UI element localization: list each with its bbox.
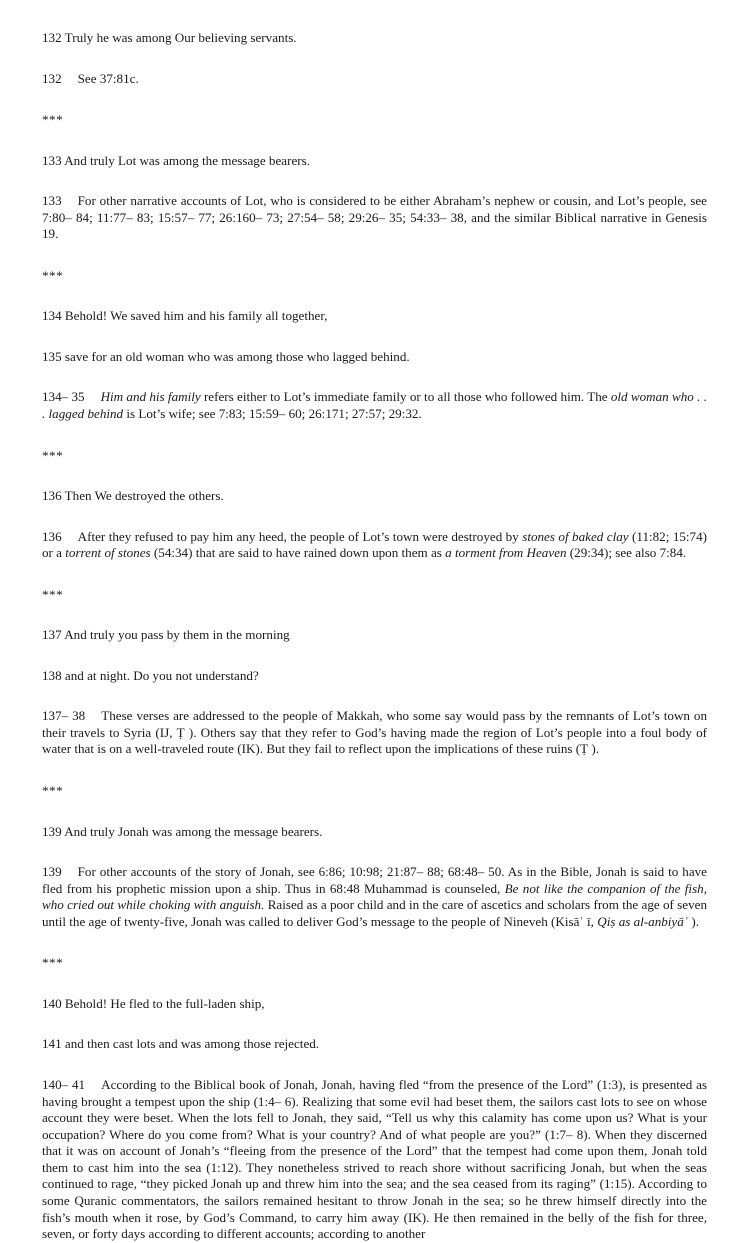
quoted-phrase: Him and his family: [100, 389, 201, 405]
quoted-phrase: a torment from Heaven: [445, 545, 567, 561]
verse-line: 133 And truly Lot was among the message bearers.: [42, 152, 310, 168]
commentary-text: refers either to Lot’s immediate family or to all those who followed him. The: [200, 389, 611, 405]
verse-line: 135 save for an old woman who was among those who lagged behind.: [42, 348, 410, 364]
section-separator: ***: [42, 586, 64, 602]
section-separator: ***: [42, 447, 64, 463]
commentary-paragraph: [42, 1077, 707, 1243]
commentary-paragraph: [42, 708, 707, 758]
commentary-text: For other accounts of the story of Jonah, see 6:86; 10:98; 21:87– 88; 68:48– 50. As in the Bible, Jonah is said to have fled from his prophetic mission upon a ship. Thus in 68:48 Muhammad is counseled,: [42, 864, 707, 896]
commentary-verse-ref: 132: [42, 70, 62, 86]
quoted-phrase: Qiṣ as al-anbiyāʾ: [597, 913, 689, 929]
commentary-text: For other narrative accounts of Lot, who is considered to be either Abraham’s nephew or cousin, and Lot’s people, see 7:80– 84; 11:77– 83; 15:57– 77; 26:160– 73; 27:54– 58; 29:26– 35; 54:33– 38, and the similar Biblical narrative in Genesis 19.: [42, 193, 707, 242]
commentary-verse-ref: 136: [42, 528, 62, 544]
commentary-verse-ref: 140– 41: [42, 1076, 86, 1092]
commentary-text: See 37:81c.: [77, 70, 139, 86]
verse-line: 134 Behold! We saved him and his family all together,: [42, 308, 328, 324]
commentary-text: After they refused to pay him any heed, the people of Lot’s town were destroyed by: [77, 528, 523, 544]
quoted-phrase: stones of baked clay: [522, 528, 629, 544]
commentary-verse-ref: 137– 38: [42, 708, 86, 724]
section-separator: ***: [42, 783, 64, 799]
quoted-phrase: Be not like the companion of the fish, who cried out while choking with anguish.: [42, 880, 707, 913]
verse-line: 137 And truly you pass by them in the morning: [42, 627, 290, 643]
commentary-paragraph: [42, 529, 707, 562]
commentary-text: According to the Biblical book of Jonah, Jonah, having fled “from the presence of the Lord” (1:3), is presented as having brought a tempest upon the ship (1:4– 6). Realizing that some evil had beset them, the sailors cast lots to see on whose account they were beset. When the lots fell to Jonah, they said, “Tell us why this calamity has come upon us? What is your occupation? Where do you come from? What is your country? And of what people are you?” (1:7– 8). When they discerned that it was on account of Jonah’s “fleeing from the presence of the Lord” that the tempest had come upon them, Jonah told them to cast him into the sea (1:12). They nonetheless strived to reach shore without sacrificing Jonah, but when the seas continued to rage, “they picked Jonah up and threw him into the sea; and the sea ceased from its raging” (1:15). According to some Quranic commentators, the sailors remained hesitant to throw Jonah in the sea; so he threw himself directly into the fish’s mouth when it rose, by God’s Command, to carry him away (IK). He then remained in the belly of the fish for three, seven, or forty days according to different accounts; according to another: [42, 1076, 707, 1242]
commentary-verse-ref: 133: [42, 193, 62, 209]
commentary-paragraph: [42, 389, 707, 422]
commentary-text: Raised as a poor child and in the care of ascetics and scholars from the age of seven until the age of twenty-five, Jonah was called to deliver God’s message to the people of Nineveh (Kisāʾ ī,: [42, 897, 707, 929]
commentary-text: is Lot’s wife; see 7:83; 15:59– 60; 26:171; 27:57; 29:32.: [123, 405, 422, 421]
quoted-phrase: torrent of stones: [65, 545, 151, 561]
verse-line: 136 Then We destroyed the others.: [42, 488, 224, 504]
commentary-text: ).: [688, 913, 700, 929]
commentary-text: (54:34) that are said to have rained down upon them as: [150, 545, 446, 561]
quoted-phrase: old woman who . . . lagged behind: [42, 389, 707, 421]
section-separator: ***: [42, 955, 64, 971]
section-separator: ***: [42, 267, 64, 283]
commentary-text: (11:82; 15:74) or a: [42, 528, 707, 561]
commentary-paragraph: [42, 71, 707, 88]
commentary-paragraph: [42, 864, 707, 930]
verse-line: 140 Behold! He fled to the full-laden ship,: [42, 995, 265, 1011]
commentary-text: (29:34); see also 7:84.: [566, 545, 687, 561]
commentary-paragraph: [42, 193, 707, 243]
commentary-verse-ref: 139: [42, 864, 62, 880]
verse-line: 132 Truly he was among Our believing servants.: [42, 30, 297, 45]
verse-line: 139 And truly Jonah was among the message bearers.: [42, 823, 323, 839]
section-separator: ***: [42, 112, 64, 128]
verse-line: 141 and then cast lots and was among those rejected.: [42, 1036, 320, 1052]
verse-line: 138 and at night. Do you not understand?: [42, 667, 259, 683]
commentary-verse-ref: 134– 35: [42, 389, 85, 405]
commentary-text: These verses are addressed to the people of Makkah, who some say would pass by the remnants of Lot’s town on their travels to Syria (IJ, Ṭ ). Others say that they refer to God’s having made the region of Lot’s people into a foul body of water that is on a well-traveled route (IK). But they fail to reflect upon the implications of these ruins (Ṭ ).: [42, 708, 707, 757]
